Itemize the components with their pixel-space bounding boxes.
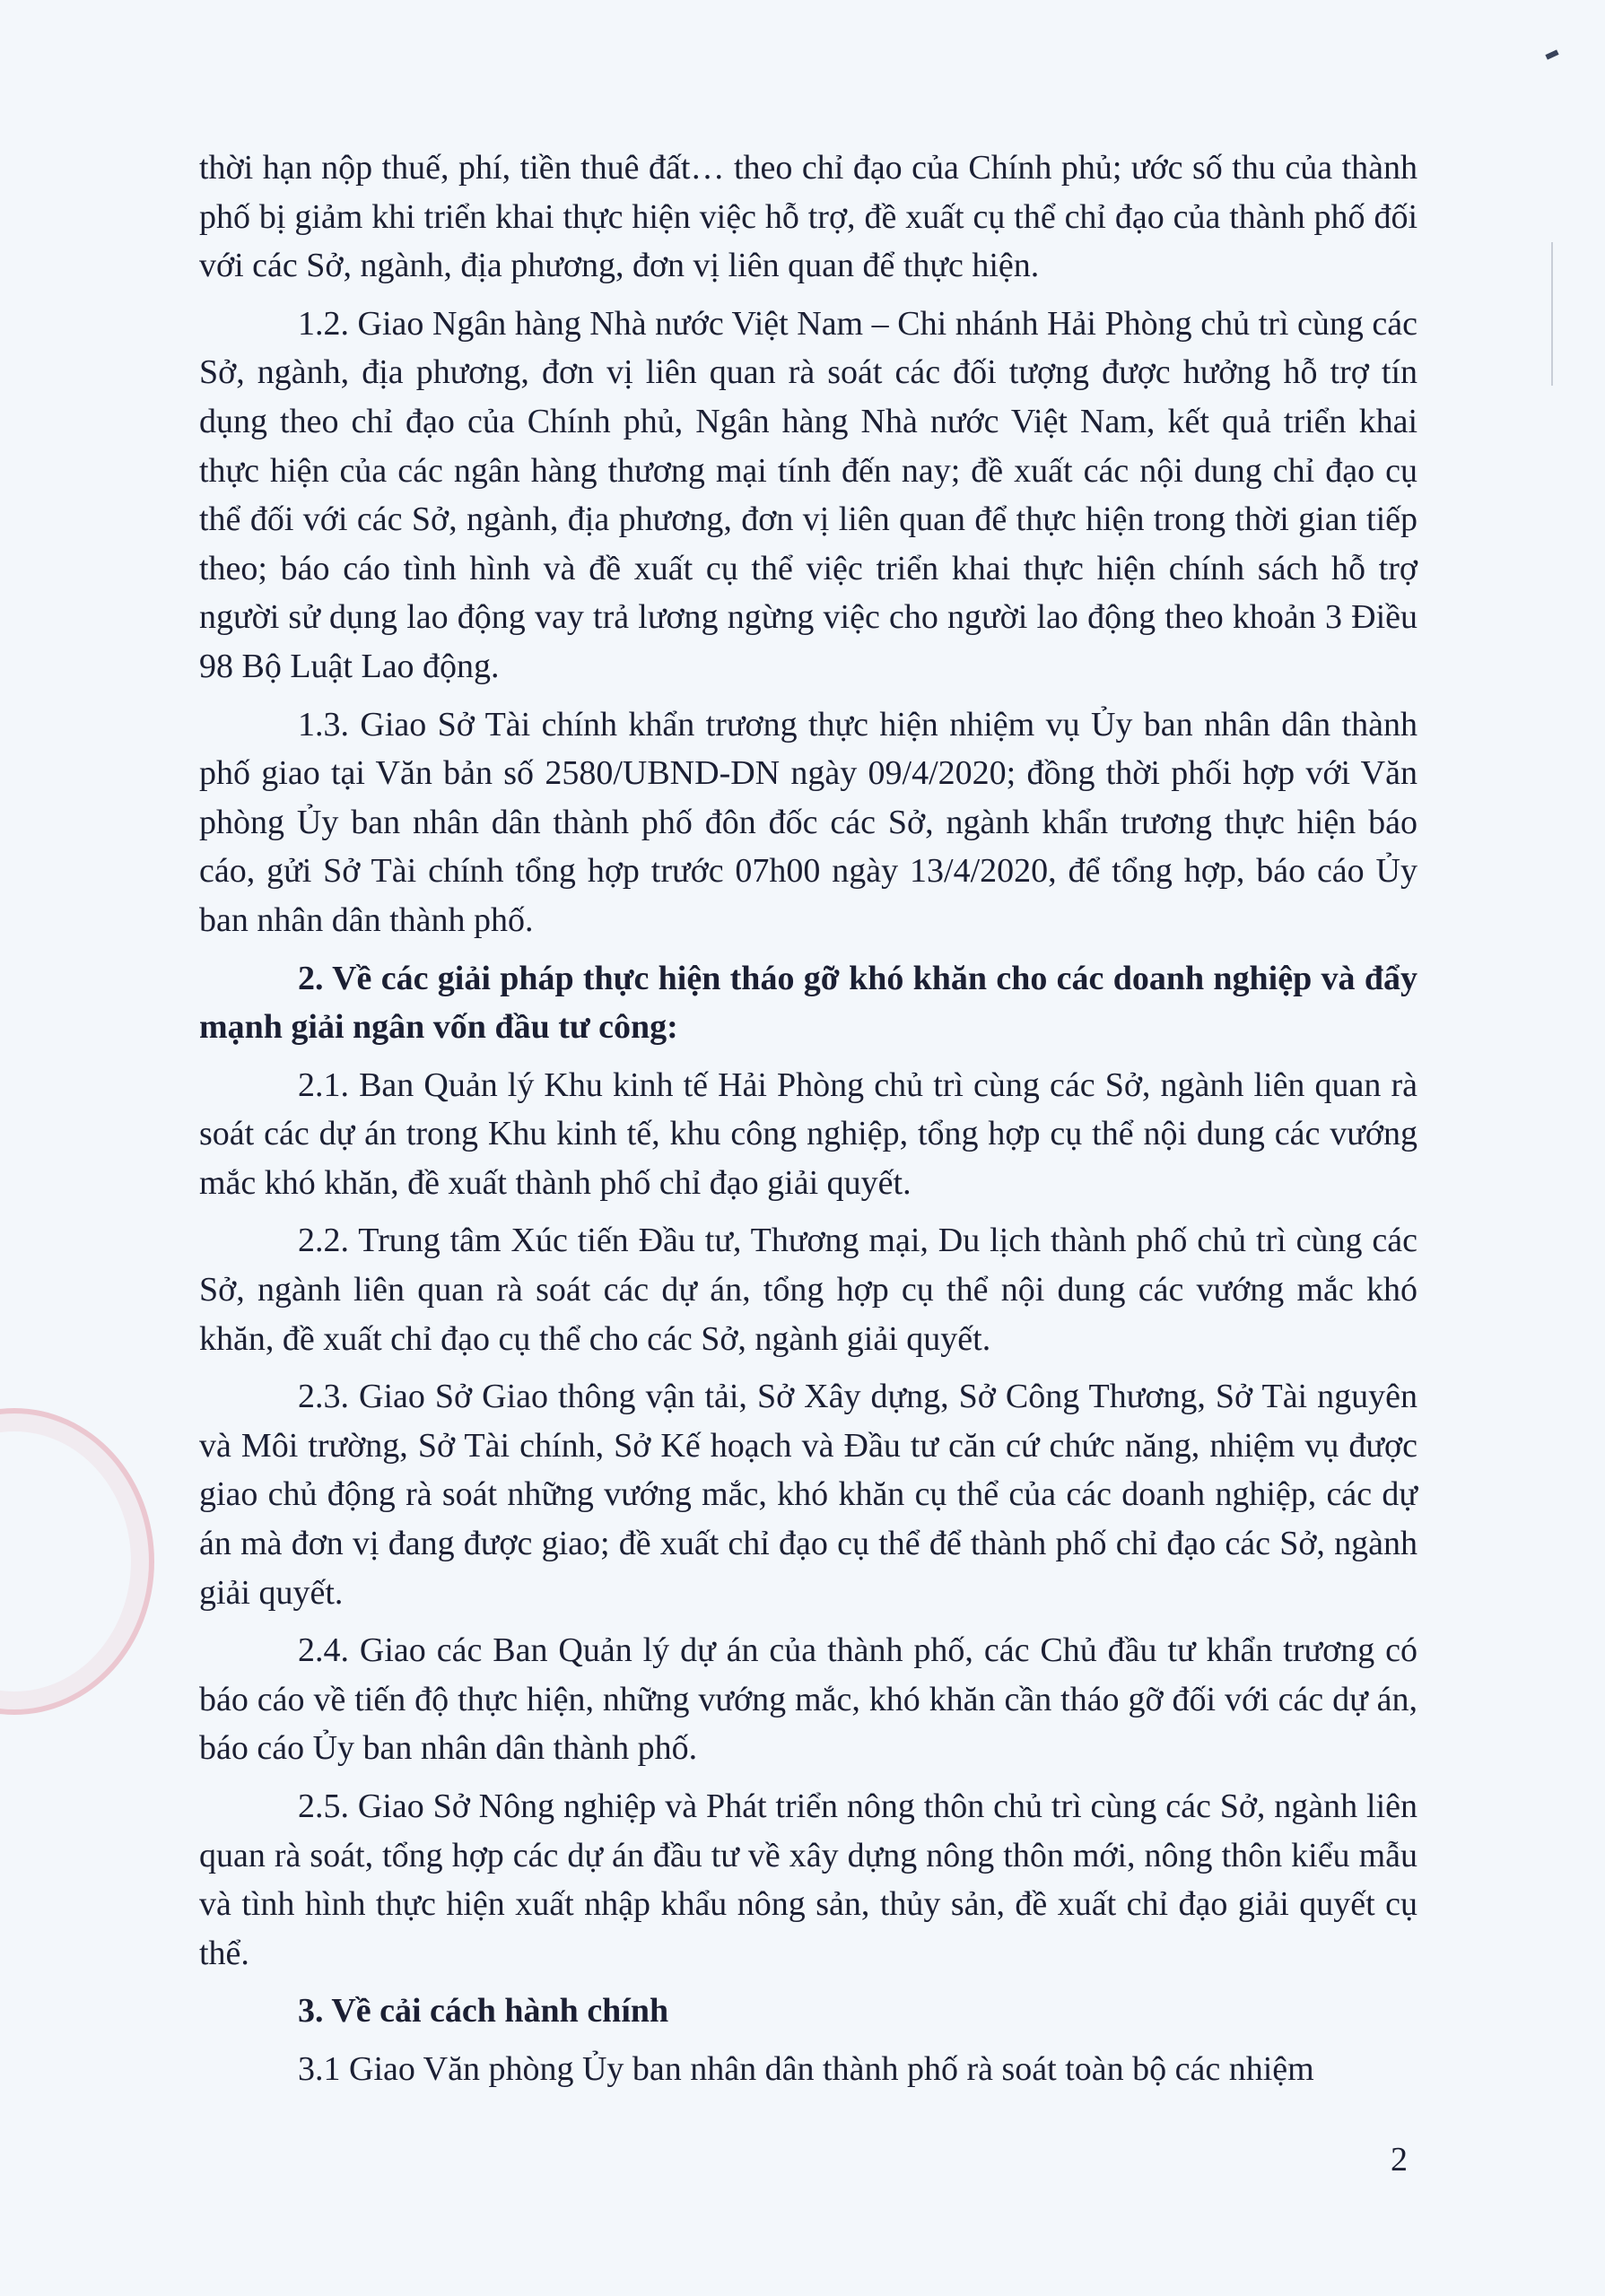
red-seal-stamp-fragment: [0, 1408, 154, 1715]
paragraph-2-4: 2.4. Giao các Ban Quản lý dự án của thành phố, các Chủ đầu tư khẩn trương có báo cáo về tiến độ thực hiện, những vướng mắc, khó khăn cần tháo gỡ đối với các dự án, báo cáo Ủy ban nhân dân thành phố.: [199, 1631, 1417, 1768]
paragraph-1-2: 1.2. Giao Ngân hàng Nhà nước Việt Nam – Chi nhánh Hải Phòng chủ trì cùng các Sở, ngành, địa phương, đơn vị liên quan rà soát các đối tượng được hưởng hỗ trợ tín dụng theo chỉ đạo của Chính phủ, Ngân hàng Nhà nước Việt Nam, kết quả triển khai thực hiện của các ngân hàng thương mại tính đến nay; đề xuất các nội dung chỉ đạo cụ thể đối với các Sở, ngành, địa phương, đơn vị liên quan để thực hiện trong thời gian tiếp theo; báo cáo tình hình và đề xuất cụ thể việc triển khai thực hiện chính sách hỗ trợ người sử dụng lao động vay trả lương ngừng việc cho người lao động theo khoản 3 Điều 98 Bộ Luật Lao động.: [199, 304, 1417, 685]
paragraph-3-1: 3.1 Giao Văn phòng Ủy ban nhân dân thành phố rà soát toàn bộ các nhiệm: [298, 2049, 1314, 2088]
section-heading-3: 3. Về cải cách hành chính: [298, 1992, 669, 2031]
paragraph-2-5: 2.5. Giao Sở Nông nghiệp và Phát triển nông thôn chủ trì cùng các Sở, ngành liên quan rà soát, tổng hợp các dự án đầu tư về xây dựng nông thôn mới, nông thôn kiểu mẫu và tình hình thực hiện xuất nhập khẩu nông sản, thủy sản, đề xuất chỉ đạo giải quyết cụ thể.: [199, 1787, 1417, 1972]
paragraph-2-1: 2.1. Ban Quản lý Khu kinh tế Hải Phòng chủ trì cùng các Sở, ngành liên quan rà soát các dự án trong Khu kinh tế, khu công nghiệp, tổng hợp cụ thể nội dung các vướng mắc khó khăn, đề xuất thành phố chỉ đạo giải quyết.: [199, 1065, 1417, 1202]
section-heading-2: 2. Về các giải pháp thực hiện tháo gỡ khó khăn cho các doanh nghiệp và đẩy mạnh giải ngân vốn đầu tư công:: [199, 959, 1417, 1047]
paragraph-2-2: 2.2. Trung tâm Xúc tiến Đầu tư, Thương mại, Du lịch thành phố chủ trì cùng các Sở, ngành liên quan rà soát các dự án, tổng hợp cụ thể nội dung các vướng mắc khó khăn, đề xuất chỉ đạo cụ thể cho các Sở, ngành giải quyết.: [199, 1222, 1417, 1358]
scan-mark: [1545, 49, 1558, 59]
paragraph-continuation: thời hạn nộp thuế, phí, tiền thuê đất… theo chỉ đạo của Chính phủ; ước số thu của thành phố bị giảm khi triển khai thực hiện việc hỗ trợ, đề xuất cụ thể chỉ đạo của thành phố đối với các Sở, ngành, địa phương, đơn vị liên quan để thực hiện.: [199, 149, 1417, 285]
paragraph-1-3: 1.3. Giao Sở Tài chính khẩn trương thực hiện nhiệm vụ Ủy ban nhân dân thành phố giao tại Văn bản số 2580/UBND-DN ngày 09/4/2020; đồng thời phối hợp với Văn phòng Ủy ban nhân dân thành phố đôn đốc các Sở, ngành khẩn trương thực hiện báo cáo, gửi Sở Tài chính tổng hợp trước 07h00 ngày 13/4/2020, để tổng hợp, báo cáo Ủy ban nhân dân thành phố.: [199, 705, 1417, 939]
document-body: [199, 144, 1417, 2103]
page-number: 2: [1391, 2141, 1408, 2179]
paragraph-2-3: 2.3. Giao Sở Giao thông vận tải, Sở Xây dựng, Sở Công Thương, Sở Tài nguyên và Môi trường, Sở Tài chính, Sở Kế hoạch và Đầu tư căn cứ chức năng, nhiệm vụ được giao chủ động rà soát những vướng mắc, khó khăn cụ thể của các doanh nghiệp, các dự án mà đơn vị đang được giao; đề xuất chỉ đạo cụ thể để thành phố chỉ đạo các Sở, ngành giải quyết.: [199, 1378, 1417, 1612]
scan-edge-line: [1551, 242, 1553, 386]
